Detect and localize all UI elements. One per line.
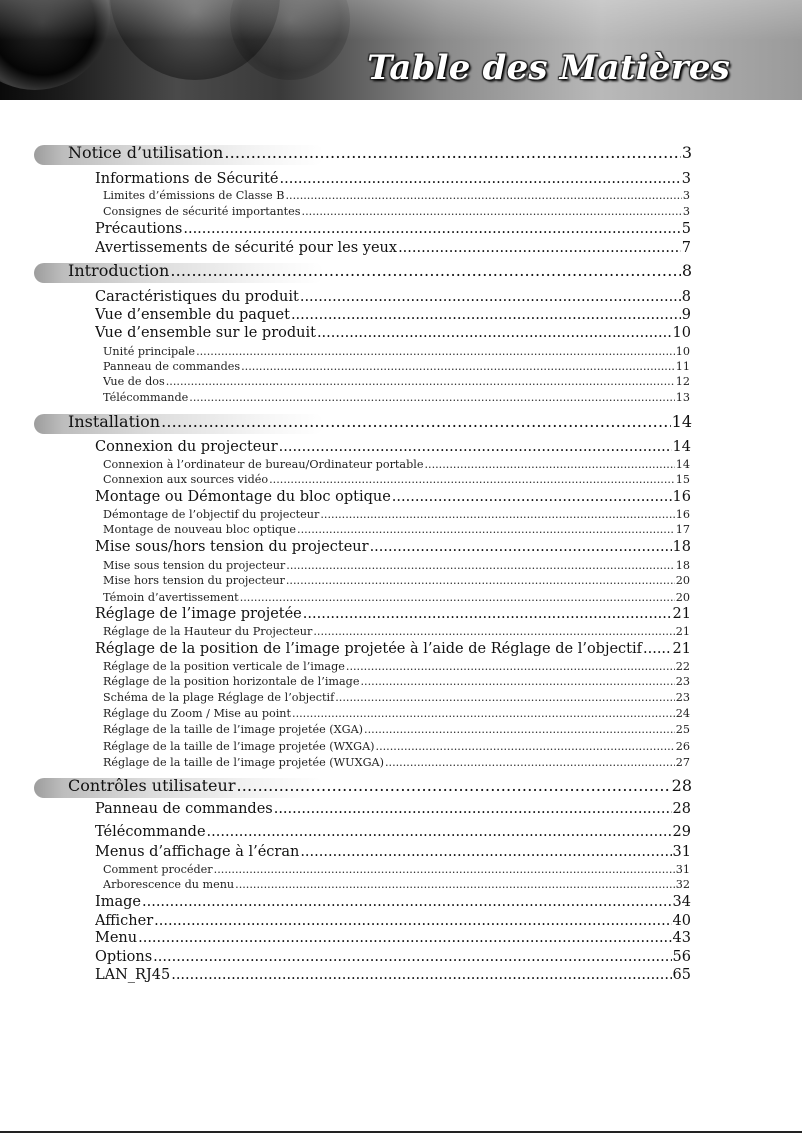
toc-entry[interactable] bbox=[95, 967, 691, 986]
toc-entry-title: Consignes de sécurité importantes bbox=[103, 205, 301, 218]
toc-entry[interactable] bbox=[95, 171, 691, 190]
toc-page-number: 14 bbox=[671, 412, 692, 431]
toc-entry-title: Caractéristiques du produit bbox=[95, 289, 299, 305]
toc-page-number: 16 bbox=[672, 489, 691, 505]
toc-entry-title: Afficher bbox=[95, 913, 154, 929]
toc-entry[interactable] bbox=[95, 539, 691, 558]
toc-entry-title: Démontage de l’objectif du projecteur bbox=[103, 508, 320, 521]
dot-leader bbox=[183, 221, 680, 237]
dot-leader bbox=[214, 863, 675, 876]
toc-subentry[interactable] bbox=[103, 523, 690, 538]
dot-leader bbox=[170, 261, 680, 280]
dot-leader bbox=[376, 740, 675, 753]
toc-subentry[interactable] bbox=[103, 574, 690, 589]
dot-leader bbox=[291, 307, 681, 323]
dot-leader bbox=[302, 205, 682, 218]
dot-leader bbox=[292, 707, 675, 720]
toc-page-number: 31 bbox=[672, 844, 691, 860]
dot-leader bbox=[240, 591, 675, 604]
toc-entry-title: Connexion à l’ordinateur de bureau/Ordinateur portable bbox=[103, 458, 424, 471]
toc-subentry[interactable] bbox=[103, 675, 690, 690]
toc-entry-title: Précautions bbox=[95, 221, 183, 237]
toc-subentry[interactable] bbox=[103, 723, 690, 738]
dot-leader bbox=[154, 913, 671, 929]
dot-leader bbox=[161, 412, 671, 431]
toc-page-number: 3 bbox=[681, 143, 692, 162]
dot-leader bbox=[142, 894, 672, 910]
toc-page-number: 21 bbox=[672, 641, 691, 657]
dot-leader bbox=[196, 345, 675, 358]
toc-page-number: 10 bbox=[672, 325, 691, 341]
dot-leader bbox=[280, 171, 681, 187]
toc-page-number: 20 bbox=[675, 574, 690, 587]
toc-page-number: 14 bbox=[672, 439, 691, 455]
dot-leader bbox=[269, 473, 675, 486]
toc-page-number: 23 bbox=[675, 675, 690, 688]
dot-leader bbox=[241, 360, 675, 373]
toc-entry-title: Télécommande bbox=[103, 391, 189, 404]
toc-entry-title: Options bbox=[95, 949, 153, 965]
toc-entry[interactable] bbox=[95, 289, 691, 308]
toc-page-number: 28 bbox=[672, 801, 691, 817]
page-title: Table des Matières bbox=[367, 48, 730, 88]
toc-subentry[interactable] bbox=[103, 660, 690, 675]
toc-page-number: 27 bbox=[675, 756, 690, 769]
toc-entry-title: Contrôles utilisateur bbox=[68, 776, 236, 795]
toc-entry-title: Menu bbox=[95, 930, 138, 946]
toc-page-number: 21 bbox=[675, 625, 690, 638]
toc-page-number: 43 bbox=[672, 930, 691, 946]
dot-leader bbox=[235, 878, 675, 891]
toc-entry[interactable] bbox=[95, 240, 691, 259]
toc-page-number: 14 bbox=[675, 458, 690, 471]
dot-leader bbox=[313, 625, 674, 638]
toc-entry-title: Notice d’utilisation bbox=[68, 143, 224, 162]
dot-leader bbox=[370, 539, 672, 555]
toc-subentry[interactable] bbox=[103, 691, 690, 706]
toc-page-number: 3 bbox=[682, 189, 690, 202]
toc-page-number: 29 bbox=[672, 824, 691, 840]
toc-page-number: 28 bbox=[671, 776, 692, 795]
dot-leader bbox=[171, 967, 671, 983]
toc-section[interactable] bbox=[68, 412, 692, 434]
toc-page-number: 24 bbox=[675, 707, 690, 720]
toc-entry[interactable] bbox=[95, 439, 691, 458]
toc-entry-title: Réglage de la Hauteur du Projecteur bbox=[103, 625, 313, 638]
toc-entry-title: Image bbox=[95, 894, 141, 910]
toc-page-number: 65 bbox=[672, 967, 691, 983]
toc-subentry[interactable] bbox=[103, 707, 690, 722]
toc-entry-title: Réglage de la position de l’image projetée à l’aide de Réglage de l’objectif bbox=[95, 641, 642, 657]
toc-entry-title: Réglage du Zoom / Mise au point bbox=[103, 707, 292, 720]
dot-leader bbox=[286, 559, 674, 572]
toc-subentry[interactable] bbox=[103, 740, 690, 755]
toc-entry-title: Réglage de la position horizontale de l’image bbox=[103, 675, 360, 688]
toc-page-number: 8 bbox=[681, 289, 691, 305]
toc-entry-title: Panneau de commandes bbox=[95, 801, 273, 817]
dot-leader bbox=[303, 606, 672, 622]
toc-entry-title: Réglage de l’image projetée bbox=[95, 606, 302, 622]
toc-entry-title: Mise sous/hors tension du projecteur bbox=[95, 539, 369, 555]
toc-entry[interactable] bbox=[95, 894, 691, 913]
toc-entry[interactable] bbox=[95, 844, 691, 863]
toc-page-number: 7 bbox=[681, 240, 691, 256]
toc-entry-title: Installation bbox=[68, 412, 161, 431]
dot-leader bbox=[274, 801, 672, 817]
toc-entry[interactable] bbox=[95, 930, 691, 949]
toc-section[interactable] bbox=[68, 143, 692, 165]
toc-page-number: 20 bbox=[675, 591, 690, 604]
banner-sheen bbox=[0, 0, 802, 40]
toc-page-number: 32 bbox=[675, 878, 690, 891]
toc-entry-title: Mise sous tension du projecteur bbox=[103, 559, 286, 572]
dot-leader bbox=[392, 489, 672, 505]
toc-page-number: 40 bbox=[672, 913, 691, 929]
toc-entry-title: Réglage de la taille de l’image projetée (WXGA) bbox=[103, 740, 375, 753]
toc-page-number: 25 bbox=[675, 723, 690, 736]
toc-subentry[interactable] bbox=[103, 391, 690, 406]
toc-subentry[interactable] bbox=[103, 458, 690, 473]
toc-entry-title: Vue d’ensemble du paquet bbox=[95, 307, 290, 323]
toc-page-number: 10 bbox=[675, 345, 690, 358]
toc-entry-title: Réglage de la position verticale de l’image bbox=[103, 660, 345, 673]
dot-leader bbox=[189, 391, 674, 404]
dot-leader bbox=[424, 458, 674, 471]
toc-entry-title: Vue d’ensemble sur le produit bbox=[95, 325, 316, 341]
toc-entry-title: Introduction bbox=[68, 261, 170, 280]
dot-leader bbox=[224, 143, 680, 162]
toc-subentry[interactable] bbox=[103, 345, 690, 360]
toc-entry-title: Mise hors tension du projecteur bbox=[103, 574, 285, 587]
toc-entry-title: Connexion aux sources vidéo bbox=[103, 473, 269, 486]
dot-leader bbox=[153, 949, 671, 965]
toc-entry-title: Arborescence du menu bbox=[103, 878, 235, 891]
toc-entry-title: Montage de nouveau bloc optique bbox=[103, 523, 297, 536]
toc-page-number: 34 bbox=[672, 894, 691, 910]
toc-entry-title: Avertissements de sécurité pour les yeux bbox=[95, 240, 398, 256]
toc-page-number: 21 bbox=[672, 606, 691, 622]
toc-section[interactable] bbox=[68, 261, 692, 283]
toc-page-number: 11 bbox=[675, 360, 690, 373]
dot-leader bbox=[286, 574, 675, 587]
toc-entry[interactable] bbox=[95, 221, 691, 240]
toc-subentry[interactable] bbox=[103, 360, 690, 375]
toc-entry-title: LAN_RJ45 bbox=[95, 967, 171, 983]
toc-entry-title: Réglage de la taille de l’image projetée (WUXGA) bbox=[103, 756, 384, 769]
toc-entry[interactable] bbox=[95, 606, 691, 625]
toc-page-number: 26 bbox=[675, 740, 690, 753]
toc-entry-title: Vue de dos bbox=[103, 375, 165, 388]
dot-leader bbox=[360, 675, 674, 688]
dot-leader bbox=[207, 824, 672, 840]
dot-leader bbox=[346, 660, 675, 673]
toc-subentry[interactable] bbox=[103, 591, 690, 606]
toc-subentry[interactable] bbox=[103, 375, 690, 390]
dot-leader bbox=[398, 240, 681, 256]
toc-page-number: 3 bbox=[681, 171, 691, 187]
footer-divider bbox=[0, 1131, 802, 1133]
toc-page-number: 22 bbox=[675, 660, 690, 673]
toc-page-number: 12 bbox=[675, 375, 690, 388]
toc-page-number: 8 bbox=[681, 261, 692, 280]
dot-leader bbox=[300, 289, 681, 305]
dot-leader bbox=[335, 691, 675, 704]
toc-entry[interactable] bbox=[95, 307, 691, 326]
toc-entry[interactable] bbox=[95, 325, 691, 344]
toc-entry[interactable] bbox=[95, 824, 691, 843]
toc-entry-title: Télécommande bbox=[95, 824, 206, 840]
dot-leader bbox=[300, 844, 671, 860]
toc-page-number: 18 bbox=[675, 559, 690, 572]
toc-page-number: 15 bbox=[675, 473, 690, 486]
toc-subentry[interactable] bbox=[103, 863, 690, 878]
dot-leader bbox=[279, 439, 672, 455]
toc-page-number: 56 bbox=[672, 949, 691, 965]
toc-page-number: 17 bbox=[675, 523, 690, 536]
toc-page-number: 5 bbox=[681, 221, 691, 237]
toc-entry-title: Limites d’émissions de Classe B bbox=[103, 189, 285, 202]
toc-entry-title: Réglage de la taille de l’image projetée (XGA) bbox=[103, 723, 364, 736]
toc-subentry[interactable] bbox=[103, 189, 690, 204]
toc-entry-title: Informations de Sécurité bbox=[95, 171, 279, 187]
toc-entry-title: Schéma de la plage Réglage de l’objectif bbox=[103, 691, 335, 704]
toc-subentry[interactable] bbox=[103, 878, 690, 893]
toc-subentry[interactable] bbox=[103, 473, 690, 488]
toc-page-number: 9 bbox=[681, 307, 691, 323]
toc-entry[interactable] bbox=[95, 489, 691, 508]
toc-subentry[interactable] bbox=[103, 756, 690, 771]
toc-page-number: 18 bbox=[672, 539, 691, 555]
toc-entry-title: Montage ou Démontage du bloc optique bbox=[95, 489, 391, 505]
toc-page-number: 23 bbox=[675, 691, 690, 704]
toc-page-number: 13 bbox=[675, 391, 690, 404]
dot-leader bbox=[285, 189, 681, 202]
header-banner bbox=[0, 0, 802, 100]
dot-leader bbox=[385, 756, 675, 769]
dot-leader bbox=[297, 523, 675, 536]
dot-leader bbox=[138, 930, 671, 946]
dot-leader bbox=[236, 776, 670, 795]
toc-entry-title: Connexion du projecteur bbox=[95, 439, 278, 455]
toc-subentry[interactable] bbox=[103, 625, 690, 640]
toc-entry[interactable] bbox=[95, 641, 691, 660]
toc-entry-title: Comment procéder bbox=[103, 863, 213, 876]
toc-subentry[interactable] bbox=[103, 508, 690, 523]
dot-leader bbox=[643, 641, 672, 657]
dot-leader bbox=[317, 325, 672, 341]
toc-page-number: 31 bbox=[675, 863, 690, 876]
dot-leader bbox=[166, 375, 675, 388]
toc-page-number: 3 bbox=[682, 205, 690, 218]
toc-entry[interactable] bbox=[95, 949, 691, 968]
toc-entry[interactable] bbox=[95, 801, 691, 820]
toc-subentry[interactable] bbox=[103, 559, 690, 574]
toc-entry-title: Menus d’affichage à l’écran bbox=[95, 844, 300, 860]
toc-page-number: 16 bbox=[675, 508, 690, 521]
dot-leader bbox=[320, 508, 674, 521]
toc-entry-title: Témoin d’avertissement bbox=[103, 591, 239, 604]
toc-section[interactable] bbox=[68, 776, 692, 798]
dot-leader bbox=[364, 723, 675, 736]
toc-subentry[interactable] bbox=[103, 205, 690, 220]
toc-entry-title: Unité principale bbox=[103, 345, 196, 358]
toc-entry-title: Panneau de commandes bbox=[103, 360, 241, 373]
